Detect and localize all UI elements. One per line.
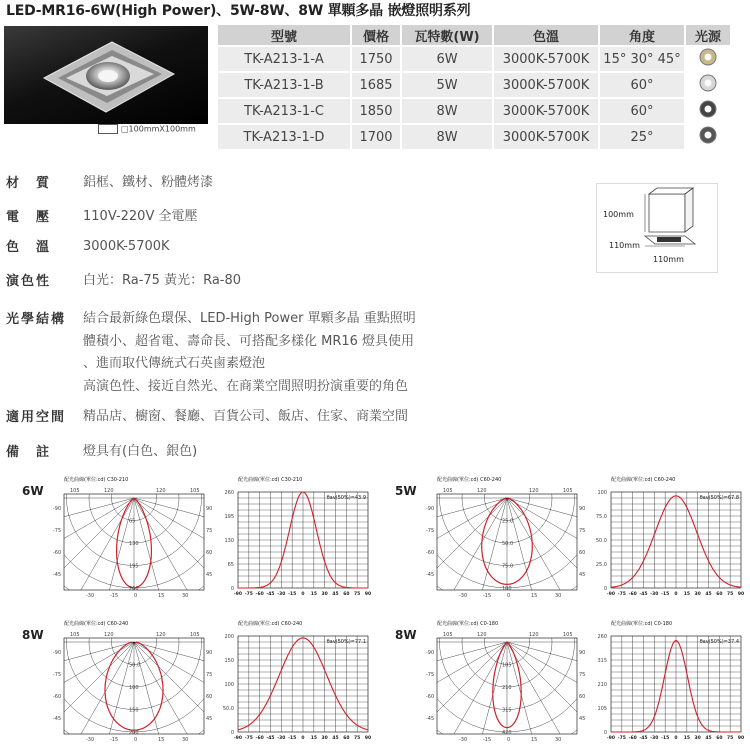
cutout-note: [98, 124, 196, 134]
cell-angle: 15° 30° 45°: [600, 47, 684, 71]
spec-value: 高演色性、接近自然光、在商業空間照明扮演重要的角色: [83, 379, 409, 394]
cell-price: 1750: [352, 47, 400, 71]
polar-title: 配光曲線(單位:cd) C30-210: [64, 477, 129, 483]
linear-x-tick: -15: [661, 592, 670, 597]
spec-value: 精品店、櫥窗、餐廳、百貨公司、飯店、住家、商業空間: [83, 409, 409, 424]
linear-x-tick: 0: [301, 592, 305, 597]
curve-charts: [423, 476, 750, 602]
linear-x-tick: -90: [606, 736, 616, 741]
linear-x-tick: -75: [617, 736, 626, 741]
linear-y-tick: 0: [230, 730, 234, 736]
spec-value: 鋁框、鐵材、粉體烤漆: [83, 175, 214, 190]
polar-side-tick: 45: [206, 572, 213, 578]
polar-bottom-tick: -15: [110, 593, 119, 599]
dimension-diagram: [596, 183, 718, 273]
polar-top-tick: 105: [190, 488, 200, 494]
dim-depth: 110mm: [653, 255, 684, 264]
linear-x-tick: 30: [321, 736, 328, 741]
polar-side-tick: 75: [579, 672, 586, 678]
linear-x-tick: -75: [244, 736, 253, 741]
cell-watt: 8W: [402, 125, 492, 149]
beam-angle-label: θav(50%)=77.1: [326, 639, 366, 645]
linear-x-tick: -30: [650, 736, 659, 741]
curve-watt-label: 6W: [22, 484, 44, 498]
linear-x-tick: -15: [661, 736, 670, 741]
linear-x-tick: -15: [288, 736, 297, 741]
linear-title: 配光曲線(單位:cd) C60-240: [611, 477, 676, 483]
polar-side-tick: -75: [426, 528, 435, 534]
linear-x-tick: -90: [606, 592, 616, 597]
polar-side-tick: -60: [426, 694, 435, 700]
polar-side-tick: 60: [579, 694, 586, 700]
cell-lamp: [686, 125, 730, 149]
spec-value: 3000K-5700K: [83, 239, 170, 254]
polar-top-tick: 120: [529, 632, 539, 638]
polar-ring-label: 195: [129, 563, 139, 570]
table-header-row: [218, 25, 730, 45]
cell-model: TK-A213-1-B: [218, 73, 350, 97]
cell-cct: 3000K-5700K: [494, 125, 598, 149]
polar-top-tick: 105: [190, 632, 200, 638]
polar-side-tick: 75: [206, 672, 213, 678]
linear-y-tick: 50.0: [595, 538, 607, 544]
spec-label: 電 壓: [6, 210, 52, 225]
cell-angle: 25°: [600, 125, 684, 149]
polar-side-tick: -90: [426, 650, 435, 656]
polar-ring-label: 260: [129, 586, 139, 592]
spec-value: 燈具有(白色、銀色): [83, 444, 198, 459]
linear-x-tick: 60: [343, 592, 350, 597]
polar-ring-label: 50.0: [502, 541, 514, 547]
header-lamp: 光源: [686, 25, 730, 45]
spec-label: 光學結構: [6, 312, 67, 327]
linear-y-tick: 150: [224, 658, 234, 664]
spec-label: 備 註: [6, 445, 52, 460]
polar-ring-label: 130: [129, 541, 139, 547]
polar-bottom-tick: -30: [459, 593, 468, 599]
polar-side-tick: -60: [53, 550, 62, 556]
polar-bottom-tick: -30: [459, 737, 468, 743]
linear-title: 配光曲線(單位:cd) C0-180: [611, 621, 673, 627]
spec-label: 色 溫: [6, 240, 52, 255]
polar-title: 配光曲線(單位:cd) C0-180: [437, 621, 499, 627]
linear-y-tick: 130: [224, 538, 234, 544]
polar-side-tick: -45: [426, 716, 435, 722]
polar-bottom-tick: -30: [86, 737, 95, 743]
dim-height: 100mm: [603, 210, 634, 219]
curve-watt-label: 8W: [22, 628, 44, 642]
spec-value: 、進而取代傳統式石英鹵素燈泡: [83, 356, 266, 371]
polar-side-tick: -45: [53, 716, 62, 722]
polar-ring-label: 65: [129, 518, 136, 525]
polar-top-tick: 120: [104, 488, 114, 494]
polar-bottom-tick: 30: [182, 593, 189, 599]
cell-price: 1700: [352, 125, 400, 149]
linear-x-tick: 45: [332, 592, 339, 597]
cell-model: TK-A213-1-D: [218, 125, 350, 149]
cell-watt: 6W: [402, 47, 492, 71]
linear-x-tick: 0: [301, 736, 305, 741]
linear-x-tick: 15: [683, 736, 690, 741]
page-title: LED-MR16-6W(High Power)、5W-8W、8W 單顆多晶 嵌燈照明系列: [6, 3, 471, 19]
polar-top-tick: 120: [156, 488, 166, 494]
polar-bottom-tick: 0: [134, 737, 138, 743]
polar-top-tick: 105: [443, 488, 453, 494]
cell-lamp: [686, 99, 730, 123]
linear-x-tick: 0: [674, 592, 678, 597]
linear-x-tick: -45: [639, 736, 648, 741]
polar-side-tick: 60: [206, 694, 213, 700]
header-cct: 色溫: [494, 25, 598, 45]
linear-x-tick: -30: [277, 592, 286, 597]
header-angle: 角度: [600, 25, 684, 45]
polar-ring-label: 315: [502, 707, 512, 714]
linear-y-tick: 100: [597, 490, 607, 496]
linear-y-tick: 200: [224, 634, 234, 640]
polar-bottom-tick: -15: [483, 593, 492, 599]
linear-y-tick: 0: [603, 730, 607, 736]
polar-ring-label: 25.0: [502, 518, 514, 525]
linear-x-tick: -60: [255, 736, 264, 741]
cell-watt: 8W: [402, 99, 492, 123]
linear-x-tick: 30: [694, 592, 701, 597]
polar-ring-label: 100: [502, 586, 512, 592]
cell-cct: 3000K-5700K: [494, 73, 598, 97]
linear-x-tick: 30: [321, 592, 328, 597]
polar-side-tick: 45: [579, 572, 586, 578]
polar-ring-label: 50.0: [129, 662, 141, 669]
spec-value: 結合最新綠色環保、LED-High Power 單顆多晶 重點照明: [83, 311, 416, 326]
polar-ring-label: 150: [129, 707, 139, 714]
polar-side-tick: -75: [53, 528, 62, 534]
curve-watt-label: 8W: [395, 628, 417, 642]
polar-ring-label: 200: [129, 730, 139, 736]
polar-bottom-tick: 15: [158, 593, 165, 599]
cell-cct: 3000K-5700K: [494, 99, 598, 123]
cell-price: 1850: [352, 99, 400, 123]
spec-value: 體積小、超省電、壽命長、可搭配多樣化 MR16 燈具使用: [83, 334, 415, 349]
beam-angle-label: θav(50%)=37.4: [699, 639, 739, 645]
spec-value: 110V-220V 全電壓: [83, 209, 198, 224]
linear-x-tick: -45: [639, 592, 648, 597]
polar-side-tick: 90: [206, 650, 213, 656]
table-row: [218, 47, 730, 71]
linear-x-tick: -45: [266, 592, 275, 597]
polar-side-tick: -75: [53, 672, 62, 678]
polar-bottom-tick: 0: [134, 593, 138, 599]
curve-charts: [423, 620, 750, 746]
linear-x-tick: -60: [255, 592, 264, 597]
product-photo: [4, 26, 208, 124]
table-row: [218, 99, 730, 123]
header-watt: 瓦特數(W): [402, 25, 492, 45]
linear-x-tick: 90: [737, 736, 745, 741]
polar-side-tick: 90: [206, 506, 213, 512]
spec-label: 演色性: [6, 274, 52, 289]
linear-x-tick: -30: [277, 736, 286, 741]
spec-value: 白光：Ra-75 黃光：Ra-80: [83, 273, 242, 288]
polar-side-tick: -90: [426, 506, 435, 512]
beam-angle-label: θav(50%)=67.8: [699, 495, 739, 501]
polar-title: 配光曲線(單位:cd) C60-240: [64, 621, 129, 627]
spec-table: [216, 23, 732, 151]
header-model: 型號: [218, 25, 350, 45]
cell-model: TK-A213-1-A: [218, 47, 350, 71]
curve-charts: [50, 476, 390, 602]
polar-ring-label: 75.0: [502, 563, 514, 570]
linear-x-tick: 45: [705, 592, 712, 597]
polar-ring-label: 420: [502, 730, 512, 736]
linear-y-tick: 195: [224, 514, 234, 520]
polar-top-tick: 105: [70, 488, 80, 494]
polar-bottom-tick: 15: [531, 593, 538, 599]
linear-x-tick: 0: [674, 736, 678, 741]
polar-bottom-tick: -30: [86, 593, 95, 599]
polar-bottom-tick: 15: [531, 737, 538, 743]
polar-side-tick: -45: [53, 572, 62, 578]
linear-x-tick: -15: [288, 592, 297, 597]
linear-x-tick: -90: [233, 592, 243, 597]
polar-ring-label: 100: [129, 685, 139, 691]
linear-x-tick: 60: [343, 736, 350, 741]
polar-bottom-tick: 0: [507, 593, 511, 599]
polar-bottom-tick: 15: [158, 737, 165, 743]
cell-model: TK-A213-1-C: [218, 99, 350, 123]
polar-side-tick: 45: [206, 716, 213, 722]
linear-x-tick: -90: [233, 736, 243, 741]
linear-x-tick: 60: [716, 592, 723, 597]
polar-top-tick: 120: [104, 632, 114, 638]
polar-side-tick: 90: [579, 650, 586, 656]
polar-side-tick: -60: [53, 694, 62, 700]
polar-top-tick: 120: [156, 632, 166, 638]
polar-side-tick: -90: [53, 506, 62, 512]
polar-bottom-tick: 0: [507, 737, 511, 743]
spec-label: 適用空間: [6, 410, 67, 425]
linear-x-tick: -45: [266, 736, 275, 741]
linear-x-tick: 45: [705, 736, 712, 741]
linear-y-tick: 0: [230, 586, 234, 592]
linear-title: 配光曲線(單位:cd) C30-210: [238, 477, 303, 483]
polar-side-tick: 75: [579, 528, 586, 534]
table-row: [218, 73, 730, 97]
linear-y-tick: 260: [597, 634, 607, 640]
linear-y-tick: 105: [597, 706, 607, 712]
cell-cct: 3000K-5700K: [494, 47, 598, 71]
lamp-a-icon: [697, 47, 719, 67]
polar-ring-label: 210: [502, 685, 512, 691]
lamp-d-icon: [697, 125, 719, 145]
linear-x-tick: -60: [628, 592, 637, 597]
linear-x-tick: 15: [683, 592, 690, 597]
polar-bottom-tick: 30: [182, 737, 189, 743]
linear-x-tick: 75: [727, 736, 734, 741]
linear-y-tick: 25.0: [595, 562, 607, 568]
polar-side-tick: 60: [579, 550, 586, 556]
polar-side-tick: 60: [206, 550, 213, 556]
linear-x-tick: 75: [354, 736, 361, 741]
linear-y-tick: 315: [597, 658, 607, 664]
table-row: [218, 125, 730, 149]
polar-side-tick: -90: [53, 650, 62, 656]
cell-lamp: [686, 73, 730, 97]
lamp-c-icon: [697, 99, 719, 119]
polar-title: 配光曲線(單位:cd) C60-240: [437, 477, 502, 483]
linear-y-tick: 0: [603, 586, 607, 592]
linear-x-tick: 15: [310, 592, 317, 597]
polar-side-tick: -60: [426, 550, 435, 556]
polar-top-tick: 105: [443, 632, 453, 638]
cell-angle: 60°: [600, 73, 684, 97]
linear-y-tick: 75.0: [595, 514, 607, 520]
cutout-icon: [98, 124, 118, 134]
linear-y-tick: 260: [224, 490, 234, 496]
dim-width: 110mm: [609, 241, 640, 250]
polar-ring-label: 105: [502, 662, 512, 669]
beam-angle-label: θav(50%)=43.9: [326, 495, 366, 501]
lamp-b-icon: [697, 73, 719, 93]
polar-top-tick: 105: [563, 632, 573, 638]
cell-watt: 5W: [402, 73, 492, 97]
polar-top-tick: 120: [529, 488, 539, 494]
linear-x-tick: 90: [364, 592, 372, 597]
linear-title: 配光曲線(單位:cd) C60-240: [238, 621, 303, 627]
polar-top-tick: 120: [477, 488, 487, 494]
polar-side-tick: 75: [206, 528, 213, 534]
polar-bottom-tick: -15: [110, 737, 119, 743]
curve-watt-label: 5W: [395, 484, 417, 498]
polar-side-tick: 45: [579, 716, 586, 722]
linear-x-tick: 75: [354, 592, 361, 597]
linear-x-tick: 45: [332, 736, 339, 741]
cell-price: 1685: [352, 73, 400, 97]
polar-top-tick: 105: [563, 488, 573, 494]
linear-x-tick: 75: [727, 592, 734, 597]
cutout-text: □100mmX100mm: [121, 124, 196, 134]
linear-x-tick: -30: [650, 592, 659, 597]
linear-x-tick: -60: [628, 736, 637, 741]
linear-y-tick: 210: [597, 682, 607, 688]
linear-x-tick: 60: [716, 736, 723, 741]
cell-angle: 60°: [600, 99, 684, 123]
polar-bottom-tick: 30: [555, 737, 562, 743]
spec-label: 材 質: [6, 176, 52, 191]
polar-side-tick: -45: [426, 572, 435, 578]
header-price: 價格: [352, 25, 400, 45]
cell-lamp: [686, 47, 730, 71]
linear-y-tick: 100: [224, 682, 234, 688]
linear-y-tick: 50.0: [222, 706, 234, 712]
polar-top-tick: 120: [477, 632, 487, 638]
linear-x-tick: 90: [737, 592, 745, 597]
polar-bottom-tick: 30: [555, 593, 562, 599]
curve-charts: [50, 620, 390, 746]
polar-side-tick: 90: [579, 506, 586, 512]
linear-x-tick: 30: [694, 736, 701, 741]
linear-x-tick: 90: [364, 736, 372, 741]
linear-y-tick: 65: [227, 562, 234, 568]
polar-bottom-tick: -15: [483, 737, 492, 743]
polar-side-tick: -75: [426, 672, 435, 678]
polar-top-tick: 105: [70, 632, 80, 638]
linear-x-tick: 15: [310, 736, 317, 741]
linear-x-tick: -75: [617, 592, 626, 597]
linear-x-tick: -75: [244, 592, 253, 597]
